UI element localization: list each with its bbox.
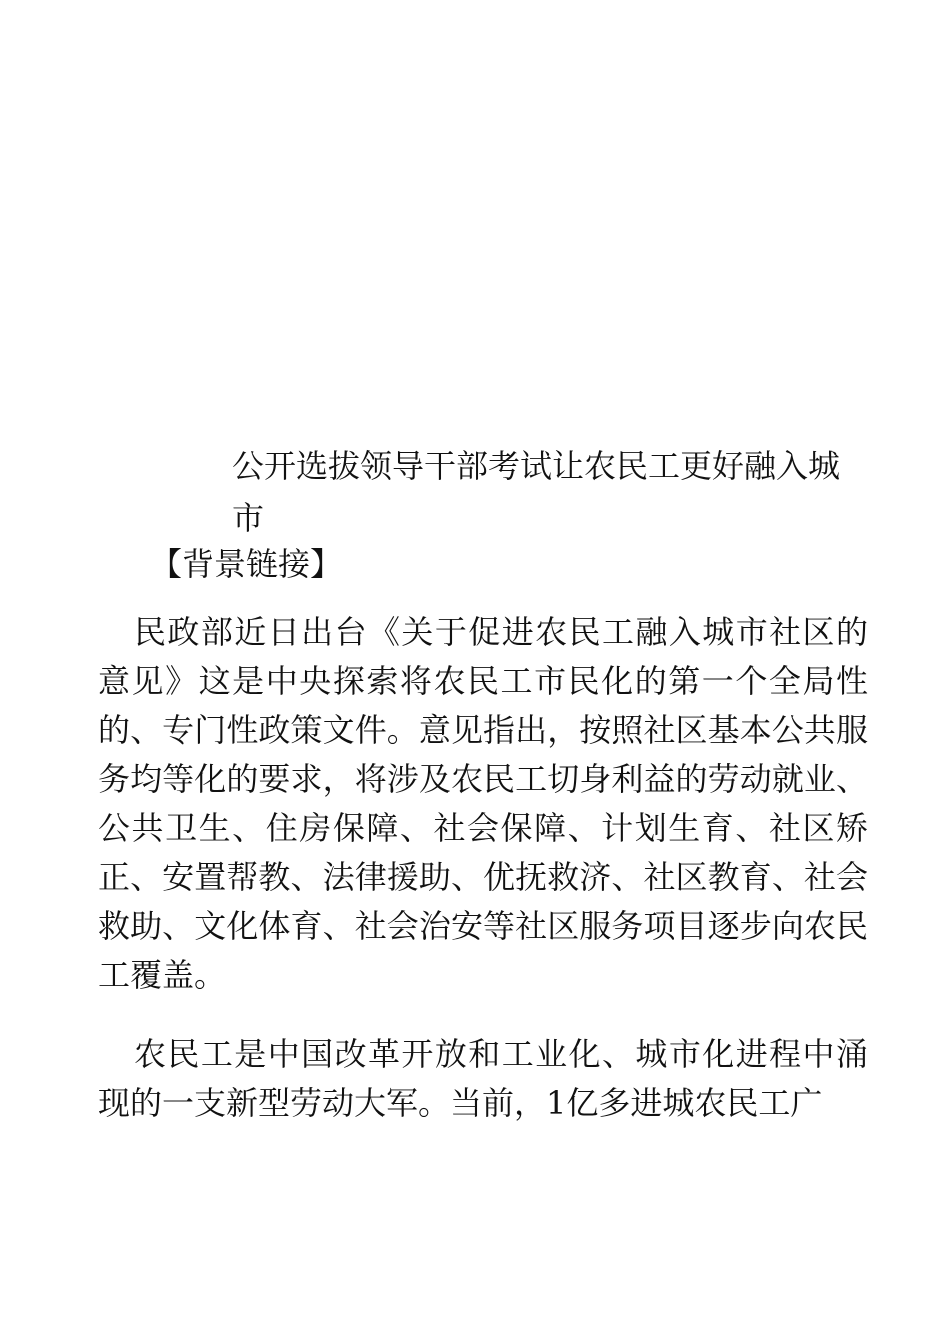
paragraph-2: 农民工是中国改革开放和工业化、城市化进程中涌现的一支新型劳动大军。当前，1亿多进城农民工广: [98, 1035, 868, 1122]
section-heading-background: 【背景链接】: [150, 545, 343, 583]
paragraph-1: 民政部近日出台《关于促进农民工融入城市社区的意见》这是中央探索将农民工市民化的第一个全局性的、专门性政策文件。意见指出，按照社区基本公共服务均等化的要求，将涉及农民工切身利益的劳动就业、公共卫生、住房保障、社会保障、计划生育、社区矫正、安置帮教、法律援助、优抚救济、社区教育、社会救助、文化体育、社会治安等社区服务项目逐步向农民工覆盖。: [98, 613, 868, 994]
document-title: 公开选拔领导干部考试让农民工更好融入城市: [232, 447, 841, 537]
